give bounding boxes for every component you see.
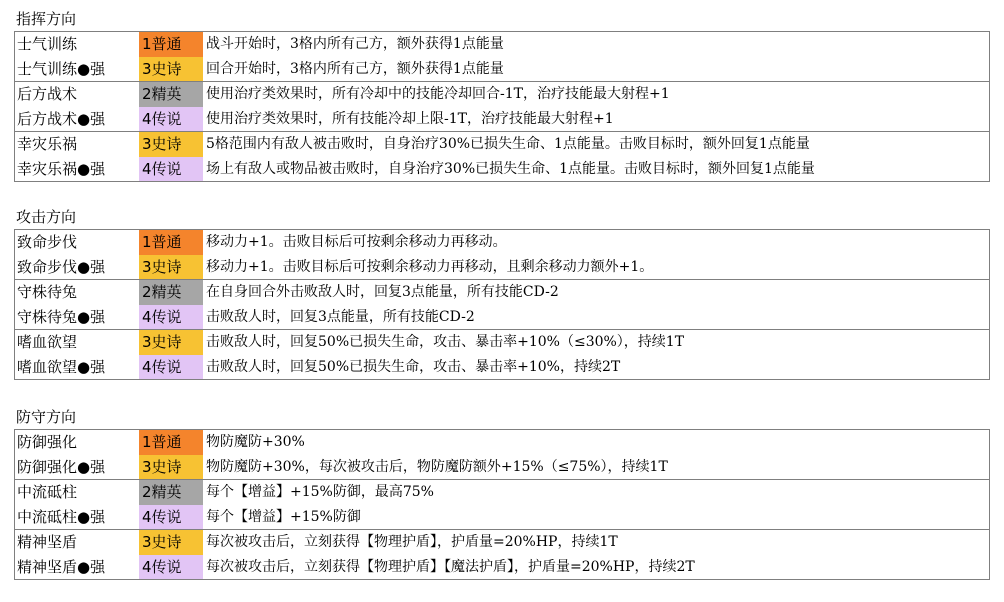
talent-name: 嗜血欲望 bbox=[17, 333, 78, 351]
talent-group bbox=[15, 230, 989, 280]
rarity-badge: 4传说 bbox=[139, 555, 203, 580]
talent-group bbox=[15, 330, 989, 379]
rarity-badge: 4传说 bbox=[139, 107, 203, 132]
talent-group bbox=[15, 430, 989, 480]
rarity-badge: 1普通 bbox=[139, 32, 203, 57]
talent-row bbox=[15, 255, 989, 280]
rarity-badge: 3史诗 bbox=[139, 455, 203, 480]
talent-name: 幸灾乐祸 bbox=[17, 135, 78, 153]
rarity-badge: 2精英 bbox=[139, 480, 203, 505]
rarity-badge: 4传说 bbox=[139, 157, 203, 182]
talent-description: 物防魔防+30% bbox=[206, 434, 305, 450]
rarity-badge: 4传说 bbox=[139, 355, 203, 380]
talent-row bbox=[15, 530, 989, 555]
section-defense bbox=[14, 405, 990, 580]
talent-row bbox=[15, 107, 989, 132]
talent-description: 击败敌人时，回复50%已损失生命，攻击、暴击率+10%，持续2T bbox=[206, 358, 621, 375]
rarity-badge: 1普通 bbox=[139, 230, 203, 255]
rarity-badge: 3史诗 bbox=[139, 57, 203, 82]
talent-row bbox=[15, 305, 989, 330]
talent-table bbox=[14, 31, 990, 182]
talent-name: 精神坚盾 bbox=[17, 533, 78, 551]
talent-group bbox=[15, 132, 989, 181]
talent-description: 使用治疗类效果时，所有冷却中的技能冷却回合-1T，治疗技能最大射程+1 bbox=[206, 86, 670, 102]
talent-row bbox=[15, 32, 989, 57]
talent-group bbox=[15, 480, 989, 530]
talent-row bbox=[15, 82, 989, 107]
talent-name: 嗜血欲望●强 bbox=[17, 357, 106, 376]
talent-description: 移动力+1。击败目标后可按剩余移动力再移动，且剩余移动力额外+1。 bbox=[206, 258, 654, 275]
talent-name: 守株待兔●强 bbox=[17, 307, 106, 326]
talent-name: 致命步伐 bbox=[17, 233, 78, 251]
talent-description: 场上有敌人或物品被击败时，自身治疗30%已损失生命、1点能量。击败目标时，额外回复1点能量 bbox=[206, 160, 815, 177]
rarity-badge: 3史诗 bbox=[139, 132, 203, 157]
talent-description: 每个【增益】+15%防御，最高75% bbox=[206, 484, 434, 500]
talent-name: 中流砥柱 bbox=[17, 483, 78, 501]
talent-table bbox=[14, 229, 990, 380]
talent-description: 每次被攻击后，立刻获得【物理护盾】，护盾量=20%HP，持续1T bbox=[206, 534, 618, 550]
section-title: 防守方向 bbox=[16, 408, 77, 426]
talent-row bbox=[15, 57, 989, 82]
talent-name: 防御强化 bbox=[17, 433, 78, 451]
rarity-badge: 3史诗 bbox=[139, 530, 203, 555]
talent-name: 致命步伐●强 bbox=[17, 257, 106, 276]
talent-description: 战斗开始时，3格内所有己方，额外获得1点能量 bbox=[206, 36, 504, 52]
talent-description: 击败敌人时，回复3点能量，所有技能CD-2 bbox=[206, 308, 475, 325]
talent-description: 每个【增益】+15%防御 bbox=[206, 508, 361, 525]
talent-description: 回合开始时，3格内所有己方，额外获得1点能量 bbox=[206, 60, 504, 77]
talent-row bbox=[15, 480, 989, 505]
talent-row bbox=[15, 555, 989, 580]
talent-name: 士气训练●强 bbox=[17, 59, 106, 78]
talent-group bbox=[15, 32, 989, 82]
talent-description: 使用治疗类效果时，所有技能冷却上限-1T，治疗技能最大射程+1 bbox=[206, 110, 614, 127]
rarity-badge: 3史诗 bbox=[139, 255, 203, 280]
talent-name: 精神坚盾●强 bbox=[17, 557, 106, 576]
talent-description: 物防魔防+30%，每次被攻击后，物防魔防额外+15%（≤75%），持续1T bbox=[206, 458, 668, 475]
talent-row bbox=[15, 132, 989, 157]
talent-row bbox=[15, 355, 989, 380]
talent-name: 中流砥柱●强 bbox=[17, 507, 106, 526]
rarity-badge: 3史诗 bbox=[139, 330, 203, 355]
talent-row bbox=[15, 280, 989, 305]
section-attack bbox=[14, 205, 990, 380]
rarity-badge: 1普通 bbox=[139, 430, 203, 455]
talent-description: 击败敌人时，回复50%已损失生命，攻击、暴击率+10%（≤30%），持续1T bbox=[206, 334, 685, 350]
rarity-badge: 4传说 bbox=[139, 305, 203, 330]
talent-name: 守株待兔 bbox=[17, 283, 78, 301]
talent-name: 士气训练 bbox=[17, 35, 78, 53]
talent-group bbox=[15, 530, 989, 579]
talent-row bbox=[15, 505, 989, 530]
talent-row bbox=[15, 330, 989, 355]
rarity-badge: 2精英 bbox=[139, 280, 203, 305]
talent-group bbox=[15, 82, 989, 132]
talent-description: 每次被攻击后，立刻获得【物理护盾】【魔法护盾】，护盾量=20%HP，持续2T bbox=[206, 558, 695, 575]
talent-name: 后方战术 bbox=[17, 85, 78, 103]
rarity-badge: 2精英 bbox=[139, 82, 203, 107]
talent-row bbox=[15, 455, 989, 480]
rarity-badge: 4传说 bbox=[139, 505, 203, 530]
talent-table bbox=[14, 429, 990, 580]
section-title: 攻击方向 bbox=[16, 208, 77, 226]
talent-row bbox=[15, 430, 989, 455]
talent-name: 防御强化●强 bbox=[17, 457, 106, 476]
talent-row bbox=[15, 230, 989, 255]
talent-description: 5格范围内有敌人被击败时，自身治疗30%已损失生命、1点能量。击败目标时，额外回复1点能量 bbox=[206, 136, 810, 152]
talent-description: 移动力+1。击败目标后可按剩余移动力再移动。 bbox=[206, 234, 507, 250]
talent-name: 后方战术●强 bbox=[17, 109, 106, 128]
section-command bbox=[14, 7, 990, 182]
talent-group bbox=[15, 280, 989, 330]
section-title: 指挥方向 bbox=[16, 10, 77, 28]
talent-row bbox=[15, 157, 989, 182]
talent-description: 在自身回合外击败敌人时，回复3点能量，所有技能CD-2 bbox=[206, 284, 559, 300]
talent-name: 幸灾乐祸●强 bbox=[17, 159, 106, 178]
